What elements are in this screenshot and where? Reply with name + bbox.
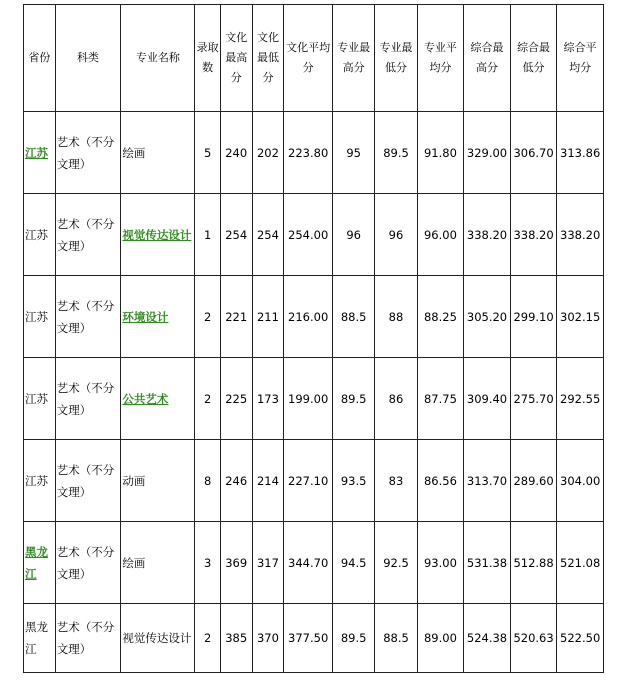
header-row bbox=[24, 5, 604, 112]
pro-min-cell: 83 bbox=[375, 440, 417, 522]
count-cell: 8 bbox=[195, 440, 220, 522]
total-max-cell: 309.40 bbox=[464, 358, 511, 440]
major-link[interactable]: 视觉传达设计 bbox=[122, 227, 192, 242]
pro-max-cell: 95 bbox=[333, 112, 375, 194]
culture-min-cell: 211 bbox=[252, 276, 284, 358]
pro-avg-cell: 89.00 bbox=[417, 604, 464, 673]
total-min-cell: 289.60 bbox=[510, 440, 557, 522]
count-cell: 5 bbox=[195, 112, 220, 194]
total-avg-cell: 522.50 bbox=[557, 604, 604, 673]
pro-max-cell: 88.5 bbox=[333, 276, 375, 358]
major-link[interactable]: 环境设计 bbox=[122, 309, 169, 324]
pro-min-cell: 88.5 bbox=[375, 604, 417, 673]
header-culture-avg: 文化平均分 bbox=[284, 5, 333, 112]
culture-avg-cell: 344.70 bbox=[284, 522, 333, 604]
pro-min-cell: 88 bbox=[375, 276, 417, 358]
header-culture-max: 文化最高分 bbox=[220, 5, 252, 112]
major-cell: 绘画 bbox=[121, 112, 195, 194]
culture-min-cell: 214 bbox=[252, 440, 284, 522]
pro-min-cell: 96 bbox=[375, 194, 417, 276]
major-cell bbox=[121, 276, 195, 358]
culture-min-cell: 317 bbox=[252, 522, 284, 604]
category-cell: 艺术（不分文理） bbox=[55, 276, 121, 358]
culture-max-cell: 385 bbox=[220, 604, 252, 673]
culture-avg-cell: 199.00 bbox=[284, 358, 333, 440]
province-cell: 江苏 bbox=[24, 440, 56, 522]
province-cell bbox=[24, 522, 56, 604]
count-cell: 2 bbox=[195, 276, 220, 358]
total-max-cell: 313.70 bbox=[464, 440, 511, 522]
count-cell: 2 bbox=[195, 358, 220, 440]
pro-max-cell: 89.5 bbox=[333, 604, 375, 673]
header-total-max: 综合最高分 bbox=[464, 5, 511, 112]
header-province: 省份 bbox=[24, 5, 56, 112]
culture-avg-cell: 377.50 bbox=[284, 604, 333, 673]
culture-max-cell: 254 bbox=[220, 194, 252, 276]
culture-avg-cell: 254.00 bbox=[284, 194, 333, 276]
total-avg-cell: 338.20 bbox=[557, 194, 604, 276]
category-cell: 艺术（不分文理） bbox=[55, 522, 121, 604]
major-cell: 动画 bbox=[121, 440, 195, 522]
total-min-cell: 338.20 bbox=[510, 194, 557, 276]
table-row bbox=[24, 522, 604, 604]
culture-min-cell: 370 bbox=[252, 604, 284, 673]
total-avg-cell: 313.86 bbox=[557, 112, 604, 194]
culture-max-cell: 240 bbox=[220, 112, 252, 194]
province-link[interactable]: 黑龙江 bbox=[25, 544, 48, 581]
table-row bbox=[24, 358, 604, 440]
header-pro-min: 专业最低分 bbox=[375, 5, 417, 112]
count-cell: 1 bbox=[195, 194, 220, 276]
admission-scores-table bbox=[23, 4, 604, 673]
table-row bbox=[24, 440, 604, 522]
culture-min-cell: 254 bbox=[252, 194, 284, 276]
province-cell: 黑龙江 bbox=[24, 604, 56, 673]
culture-max-cell: 221 bbox=[220, 276, 252, 358]
culture-avg-cell: 223.80 bbox=[284, 112, 333, 194]
total-avg-cell: 302.15 bbox=[557, 276, 604, 358]
header-total-min: 综合最低分 bbox=[510, 5, 557, 112]
total-max-cell: 329.00 bbox=[464, 112, 511, 194]
table-row bbox=[24, 112, 604, 194]
culture-min-cell: 202 bbox=[252, 112, 284, 194]
header-pro-avg: 专业平均分 bbox=[417, 5, 464, 112]
pro-avg-cell: 88.25 bbox=[417, 276, 464, 358]
major-cell: 绘画 bbox=[121, 522, 195, 604]
header-count: 录取数 bbox=[195, 5, 220, 112]
province-link[interactable]: 江苏 bbox=[25, 145, 48, 160]
table-row bbox=[24, 604, 604, 673]
count-cell: 2 bbox=[195, 604, 220, 673]
total-avg-cell: 304.00 bbox=[557, 440, 604, 522]
total-max-cell: 338.20 bbox=[464, 194, 511, 276]
pro-min-cell: 92.5 bbox=[375, 522, 417, 604]
province-cell: 江苏 bbox=[24, 358, 56, 440]
pro-max-cell: 94.5 bbox=[333, 522, 375, 604]
culture-avg-cell: 216.00 bbox=[284, 276, 333, 358]
header-major: 专业名称 bbox=[121, 5, 195, 112]
total-min-cell: 275.70 bbox=[510, 358, 557, 440]
header-culture-min: 文化最低分 bbox=[252, 5, 284, 112]
total-max-cell: 305.20 bbox=[464, 276, 511, 358]
header-pro-max: 专业最高分 bbox=[333, 5, 375, 112]
pro-min-cell: 89.5 bbox=[375, 112, 417, 194]
total-max-cell: 531.38 bbox=[464, 522, 511, 604]
table-body bbox=[24, 5, 604, 673]
major-cell bbox=[121, 358, 195, 440]
major-cell: 视觉传达设计 bbox=[121, 604, 195, 673]
total-min-cell: 306.70 bbox=[510, 112, 557, 194]
pro-max-cell: 96 bbox=[333, 194, 375, 276]
pro-avg-cell: 93.00 bbox=[417, 522, 464, 604]
category-cell: 艺术（不分文理） bbox=[55, 358, 121, 440]
major-cell bbox=[121, 194, 195, 276]
province-cell: 江苏 bbox=[24, 276, 56, 358]
header-total-avg: 综合平均分 bbox=[557, 5, 604, 112]
category-cell: 艺术（不分文理） bbox=[55, 112, 121, 194]
total-min-cell: 512.88 bbox=[510, 522, 557, 604]
table-row bbox=[24, 276, 604, 358]
culture-max-cell: 246 bbox=[220, 440, 252, 522]
province-cell bbox=[24, 112, 56, 194]
total-avg-cell: 521.08 bbox=[557, 522, 604, 604]
culture-max-cell: 369 bbox=[220, 522, 252, 604]
count-cell: 3 bbox=[195, 522, 220, 604]
province-cell: 江苏 bbox=[24, 194, 56, 276]
pro-max-cell: 93.5 bbox=[333, 440, 375, 522]
category-cell: 艺术（不分文理） bbox=[55, 604, 121, 673]
pro-avg-cell: 86.56 bbox=[417, 440, 464, 522]
culture-avg-cell: 227.10 bbox=[284, 440, 333, 522]
table-row bbox=[24, 194, 604, 276]
culture-min-cell: 173 bbox=[252, 358, 284, 440]
pro-avg-cell: 87.75 bbox=[417, 358, 464, 440]
header-category: 科类 bbox=[55, 5, 121, 112]
total-min-cell: 520.63 bbox=[510, 604, 557, 673]
pro-min-cell: 86 bbox=[375, 358, 417, 440]
total-avg-cell: 292.55 bbox=[557, 358, 604, 440]
total-max-cell: 524.38 bbox=[464, 604, 511, 673]
pro-avg-cell: 91.80 bbox=[417, 112, 464, 194]
pro-avg-cell: 96.00 bbox=[417, 194, 464, 276]
category-cell: 艺术（不分文理） bbox=[55, 440, 121, 522]
major-link[interactable]: 公共艺术 bbox=[122, 391, 169, 406]
total-min-cell: 299.10 bbox=[510, 276, 557, 358]
culture-max-cell: 225 bbox=[220, 358, 252, 440]
category-cell: 艺术（不分文理） bbox=[55, 194, 121, 276]
pro-max-cell: 89.5 bbox=[333, 358, 375, 440]
